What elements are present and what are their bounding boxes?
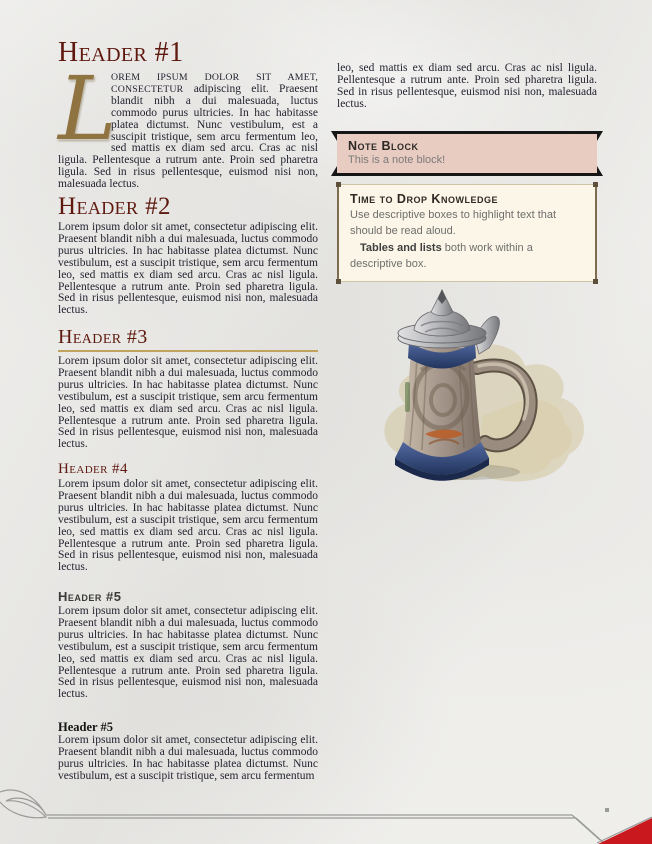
footer-decoration [0,784,652,844]
descriptive-box-line2 [350,240,584,273]
note-block [337,131,597,176]
descriptive-box-line1: Use descriptive boxes to highlight text that should be read aloud. [350,209,557,238]
note-corner-barb-bottom-right [597,166,603,176]
paragraph-1-body: adipiscing elit. Praesent blandit nibh a dui malesuada, luctus commodo purus ultricies. In hac habitasse platea dictumst. Nunc vestibulum, est a suscipit tristique, sem arcu fermentum leo, sed mattis ex diam sed arcu. Cras ac nisl ligula. Pellentesque a rutrum ante. Proin sed pharetra ligula. Sed in risus pellentesque, euismod nisi non, malesuada lectus. [58,82,319,191]
page-corner-triangle [598,818,652,844]
descriptive-box [337,184,597,282]
header-5-gray: Header #5 [58,589,122,604]
note-block-text: This is a note block! [348,154,446,166]
stein-green-accent [405,382,410,412]
paragraph-6-truncated: Lorem ipsum dolor sit amet, consectetur adipiscing elit. Praesent blandit nibh a dui malesuada, luctus commodo purus ultricies. In hac habitasse platea dictumst. Nunc vestibulum, est a suscipit tristique, sem arcu fermentum [58,734,318,782]
descriptive-box-line2-bold: Tables and lists [360,241,442,254]
descriptive-box-corner-dot [336,182,341,187]
note-corner-barb-bottom-left [331,166,337,176]
paragraph-1 [58,57,319,191]
note-block-title: Note Block [348,139,419,153]
paragraph-5: Lorem ipsum dolor sit amet, consectetur adipiscing elit. Praesent blandit nibh a dui malesuada, luctus commodo purus ultricies. In hac habitasse platea dictumst. Nunc vestibulum, est a suscipit tristique, sem arcu fermentum leo, sed mattis ex diam sed arcu. Cras ac nisl ligula. Pellentesque a rutrum ante. Proin sed pharetra ligula. Sed in risus pellentesque, euismod nisi non, malesuada lectus. [58,605,318,701]
footer-square-dot [605,808,609,812]
note-corner-barb-top-left [331,131,337,141]
footer-flourish-leaf [0,790,46,818]
paragraph-3: Lorem ipsum dolor sit amet, consectetur adipiscing elit. Praesent blandit nibh a dui malesuada, luctus commodo purus ultricies. In hac habitasse platea dictumst. Nunc vestibulum, est a suscipit tristique, sem arcu fermentum leo, sed mattis ex diam sed arcu. Cras ac nisl ligula. Pellentesque a rutrum ante. Proin sed pharetra ligula. Sed in risus pellentesque, euismod nisi non, malesuada lectus. [58,355,318,451]
descriptive-box-corner-dot [336,279,341,284]
header-3: Header #3 [58,327,318,352]
paragraph-1-lead: OREM IPSUM DOLOR SIT AMET, CONSECTETUR [111,72,318,95]
note-corner-barb-top-right [597,131,603,141]
descriptive-box-title: Time to Drop Knowledge [350,192,498,206]
descriptive-box-corner-dot [593,279,598,284]
beer-stein-illustration [363,286,590,500]
paragraph-2: Lorem ipsum dolor sit amet, consectetur adipiscing elit. Praesent blandit nibh a dui malesuada, luctus commodo purus ultricies. In hac habitasse platea dictumst. Nunc vestibulum, est a suscipit tristique, sem arcu fermentum leo, sed mattis ex diam sed arcu. Cras ac nisl ligula. Pellentesque a rutrum ante. Proin sed pharetra ligula. Sed in risus pellentesque, euismod nisi non, malesuada lectus. [58,221,318,317]
descriptive-box-line2-rest: both work within a descriptive box. [350,241,533,270]
header-5-bold: Header #5 [58,720,113,734]
descriptive-box-corner-dot [593,182,598,187]
header-1: Header #1 [58,37,184,68]
paragraph-4: Lorem ipsum dolor sit amet, consectetur adipiscing elit. Praesent blandit nibh a dui malesuada, luctus commodo purus ultricies. In hac habitasse platea dictumst. Nunc vestibulum, est a suscipit tristique, sem arcu fermentum leo, sed mattis ex diam sed arcu. Cras ac nisl ligula. Pellentesque a rutrum ante. Proin sed pharetra ligula. Sed in risus pellentesque, euismod nisi non, malesuada lectus. [58,478,318,574]
header-4: Header #4 [58,461,128,477]
paragraph-continued: leo, sed mattis ex diam sed arcu. Cras ac nisl ligula. Pellentesque a rutrum ante. Proin sed pharetra ligula. Sed in risus pellentesque, euismod nisi non, malesuada lectus. [337,62,597,110]
drop-cap-letter: L [58,57,117,160]
header-2: Header #2 [58,193,171,220]
footer-diagonal-bottom [576,818,604,843]
